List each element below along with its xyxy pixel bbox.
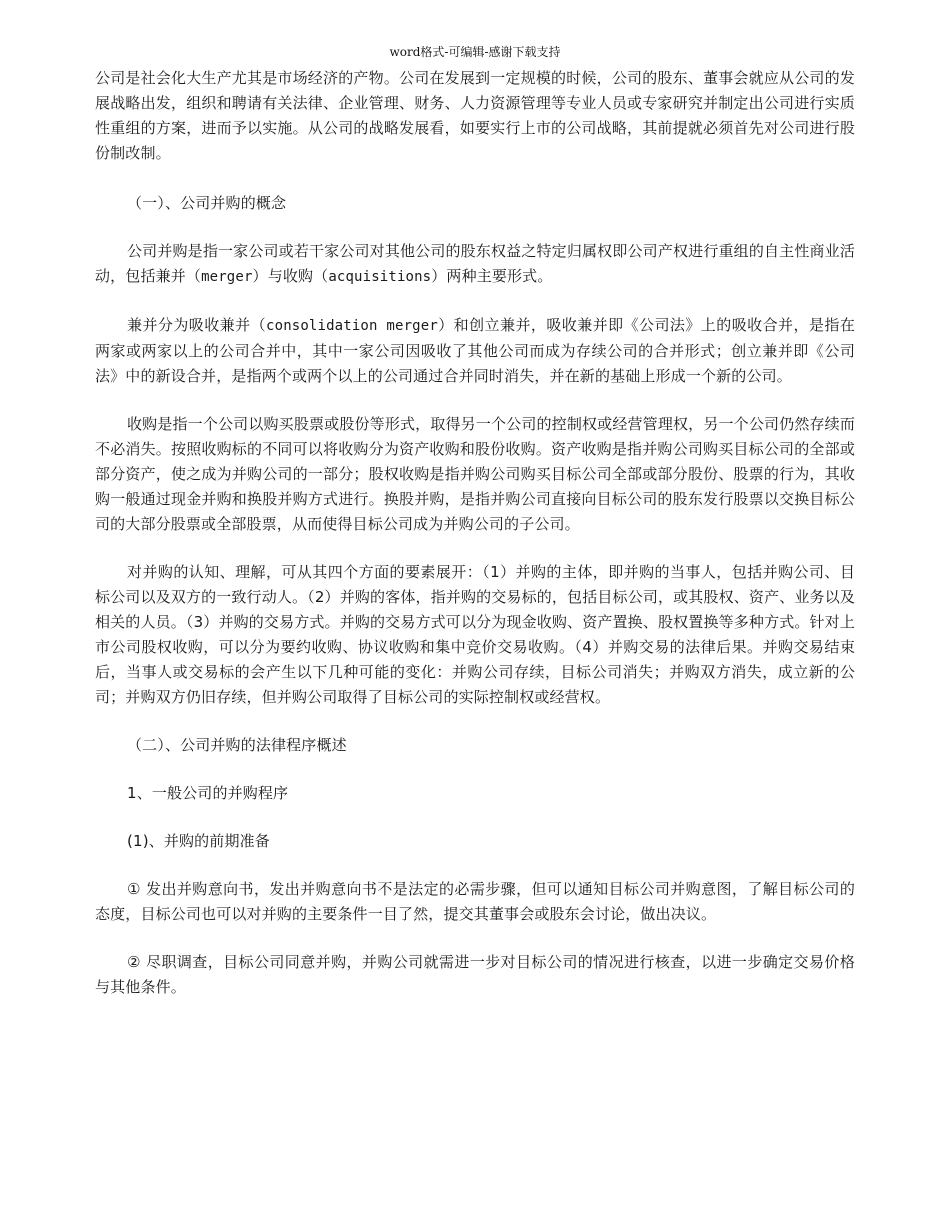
intro-paragraph: 公司是社会化大生产尤其是市场经济的产物。公司在发展到一定规模的时候，公司的股东、董事会就应从公司的发展战略出发，组织和聘请有关法律、企业管理、财务、人力资源管理等专业人员或专家研究并制定出公司进行实质性重组的方案，进而予以实施。从公司的战略发展看，如要实行上市的公司战略，其前提就必须首先对公司进行股份制改制。 [95, 69, 855, 162]
acquisition-paragraph: 收购是指一个公司以购买股票或股份等形式，取得另一个公司的控制权或经营管理权，另一个公司仍然存续而不必消失。按照收购标的不同可以将收购分为资产收购和股份收购。资产收购是指并购公司购买目标公司的全部或部分资产，使之成为并购公司的一部分；股权收购是指并购公司购买目标公司全部或部分股份、股票的行为，其收购一般通过现金并购和换股并购方式进行。换股并购，是指并购公司直接向目标公司的股东发行股票以交换目标公司的大部分股票或全部股票，从而使得目标公司成为并购公司的子公司。 [95, 415, 855, 533]
subsection-heading-general: 1、一般公司的并购程序 [127, 784, 289, 802]
step-intent-letter-paragraph: ① 发出并购意向书，发出并购意向书不是法定的必需步骤，但可以通知目标公司并购意图，了解目标公司的态度，目标公司也可以对并购的主要条件一目了然，提交其董事会或股东会讨论，做出决议。 [95, 880, 855, 923]
step-due-diligence-paragraph: ② 尽职调查，目标公司同意并购，并购公司就需进一步对目标公司的情况进行核查，以进一步确定交易价格与其他条件。 [95, 953, 855, 996]
section-heading-concept: （一）、公司并购的概念 [127, 194, 287, 212]
section-heading-procedure: （二）、公司并购的法律程序概述 [127, 736, 347, 754]
document-body [95, 66, 855, 1023]
page-header: word格式-可编辑-感谢下载支持 [389, 45, 561, 59]
concept-paragraph: 公司并购是指一家公司或若干家公司对其他公司的股东权益之特定归属权即公司产权进行重组的自主性商业活动，包括兼并（merger）与收购（acquisitions）两种主要形式。 [95, 242, 855, 285]
elements-paragraph: 对并购的认知、理解，可从其四个方面的要素展开：（1）并购的主体，即并购的当事人，包括并购公司、目标公司以及双方的一致行动人。（2）并购的客体，指并购的交易标的，包括目标公司，或其股权、资产、业务以及相关的人员。（3）并购的交易方式。并购的交易方式可以分为现金收购、资产置换、股权置换等多种方式。针对上市公司股权收购，可以分为要约收购、协议收购和集中竞价交易收购。（4）并购交易的法律后果。并购交易结束后，当事人或交易标的会产生以下几种可能的变化：并购公司存续，目标公司消失；并购双方消失，成立新的公司；并购双方仍旧存续，但并购公司取得了目标公司的实际控制权或经营权。 [95, 563, 855, 706]
subsection-heading-preparation: (1)、并购的前期准备 [127, 832, 270, 850]
merger-paragraph: 兼并分为吸收兼并（consolidation merger）和创立兼并，吸收兼并即《公司法》上的吸收合并，是指在两家或两家以上的公司合并中，其中一家公司因吸收了其他公司而成为存续公司的合并形式；创立兼并即《公司法》中的新设合并，是指两个或两个以上的公司通过合并同时消失，并在新的基础上形成一个新的公司。 [95, 316, 855, 385]
